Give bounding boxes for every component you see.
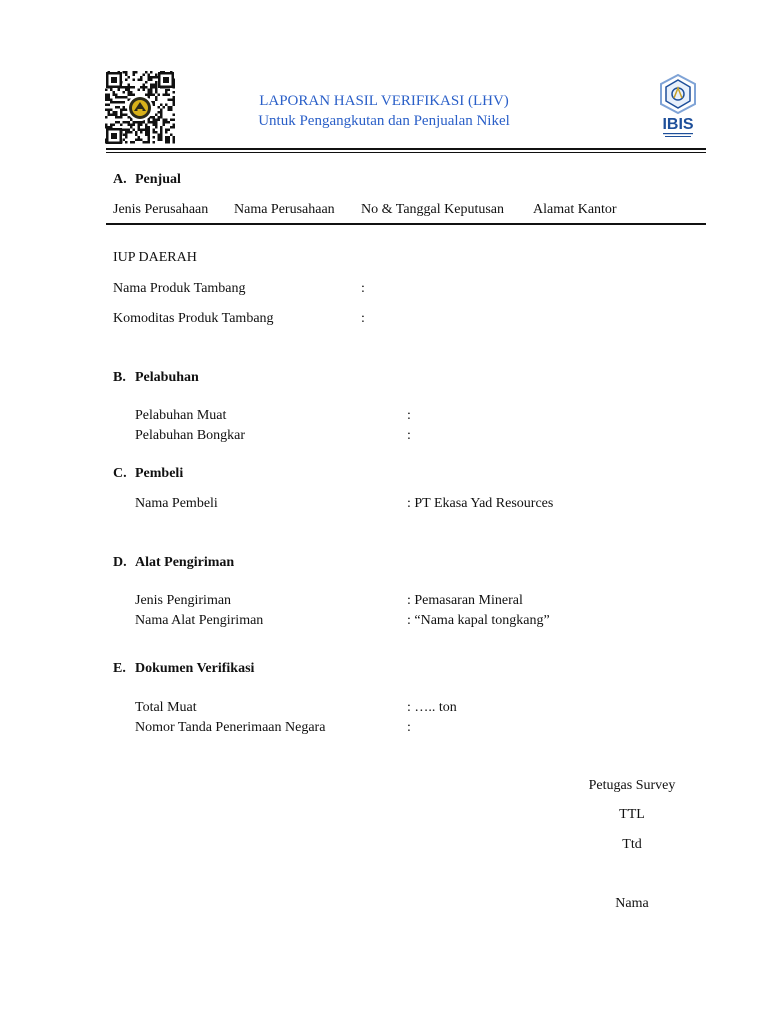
section-c-letter: C. bbox=[113, 466, 127, 481]
signature-role: Petugas Survey bbox=[588, 778, 676, 793]
field-label: Nama Produk Tambang bbox=[113, 281, 246, 296]
field-label: Komoditas Produk Tambang bbox=[113, 311, 274, 326]
section-a-letter: A. bbox=[113, 172, 127, 187]
iup-daerah: IUP DAERAH bbox=[113, 250, 197, 265]
field-value: : bbox=[361, 311, 365, 326]
columns-rule bbox=[106, 223, 706, 225]
field-value: : bbox=[407, 428, 411, 443]
section-e-letter: E. bbox=[113, 661, 126, 676]
header-rule-thick bbox=[106, 148, 706, 150]
report-title: LAPORAN HASIL VERIFIKASI (LHV) bbox=[259, 93, 509, 109]
section-d-title: Alat Pengiriman bbox=[135, 555, 235, 570]
column-alamat-kantor: Alamat Kantor bbox=[533, 202, 617, 217]
section-b-letter: B. bbox=[113, 370, 126, 385]
field-value: : “Nama kapal tongkang” bbox=[407, 613, 550, 628]
ibis-logo-text: IBIS bbox=[662, 116, 694, 133]
field-label: Nama Pembeli bbox=[135, 496, 218, 511]
ibis-logo bbox=[655, 73, 701, 145]
field-label: Total Muat bbox=[135, 700, 197, 715]
section-a-title: Penjual bbox=[135, 172, 181, 187]
section-b-title: Pelabuhan bbox=[135, 370, 199, 385]
signature-sign: Ttd bbox=[622, 837, 642, 852]
field-label: Pelabuhan Bongkar bbox=[135, 428, 246, 443]
column-no-tanggal-keputusan: No & Tanggal Keputusan bbox=[361, 202, 505, 217]
field-value: : bbox=[361, 281, 365, 296]
column-nama-perusahaan: Nama Perusahaan bbox=[234, 202, 335, 217]
field-label: Nama Alat Pengiriman bbox=[135, 613, 264, 628]
column-jenis-perusahaan: Jenis Perusahaan bbox=[113, 202, 209, 217]
field-label: Nomor Tanda Penerimaan Negara bbox=[135, 720, 326, 735]
section-d-letter: D. bbox=[113, 555, 127, 570]
field-value: : ….. ton bbox=[407, 700, 457, 715]
field-value: : bbox=[407, 408, 411, 423]
section-c-title: Pembeli bbox=[135, 466, 184, 481]
section-e-title: Dokumen Verifikasi bbox=[135, 661, 255, 676]
field-value: : PT Ekasa Yad Resources bbox=[407, 496, 554, 511]
report-subtitle: Untuk Pengangkutan dan Penjualan Nikel bbox=[258, 113, 510, 129]
header-rule-thin bbox=[106, 152, 706, 153]
signature-name: Nama bbox=[615, 896, 649, 911]
field-value: : bbox=[407, 720, 411, 735]
field-label: Jenis Pengiriman bbox=[135, 593, 232, 608]
field-value: : Pemasaran Mineral bbox=[407, 593, 523, 608]
field-label: Pelabuhan Muat bbox=[135, 408, 227, 423]
signature-place-date: TTL bbox=[619, 807, 645, 822]
